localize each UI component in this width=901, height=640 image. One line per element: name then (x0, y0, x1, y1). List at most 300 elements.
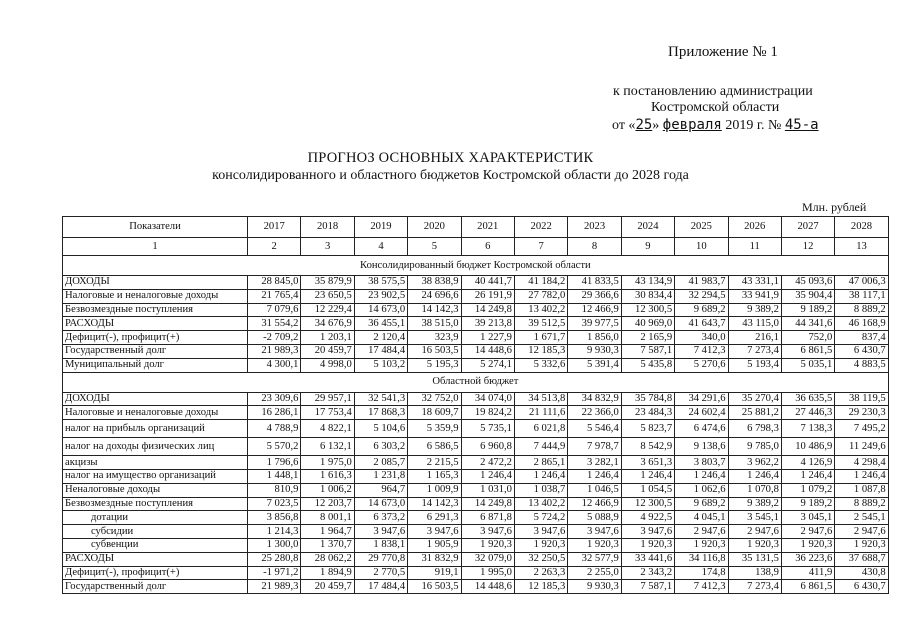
value-cell: 1 214,3 (248, 525, 301, 539)
value-cell: 38 515,0 (408, 317, 461, 331)
value-cell: 340,0 (675, 331, 728, 345)
value-cell: 1 246,4 (621, 469, 674, 483)
value-cell: 7 412,3 (675, 344, 728, 358)
column-number: 4 (354, 238, 407, 256)
value-cell: 4 822,1 (301, 420, 354, 438)
row-label: налог на прибыль организаций (63, 420, 248, 438)
column-number: 1 (63, 238, 248, 256)
value-cell: 2 343,2 (621, 566, 674, 580)
value-cell: 2 865,1 (514, 456, 567, 470)
value-cell: 2 085,7 (354, 456, 407, 470)
value-cell: 430,8 (835, 566, 888, 580)
value-cell: 5 088,9 (568, 511, 621, 525)
table-row (63, 276, 889, 290)
value-cell: 41 184,2 (514, 276, 567, 290)
table-row (63, 406, 889, 420)
value-cell: 6 430,7 (835, 580, 888, 594)
column-number: 8 (568, 238, 621, 256)
value-cell: 5 546,4 (568, 420, 621, 438)
value-cell: 5 195,3 (408, 358, 461, 372)
value-cell: 23 650,5 (301, 289, 354, 303)
value-cell: 1 671,7 (514, 331, 567, 345)
value-cell: 3 962,2 (728, 456, 781, 470)
value-cell: 9 389,2 (728, 303, 781, 317)
value-cell: 9 389,2 (728, 497, 781, 511)
value-cell: 34 116,8 (675, 552, 728, 566)
value-cell: 28 062,2 (301, 552, 354, 566)
value-cell: 7 138,3 (781, 420, 834, 438)
value-cell: 411,9 (781, 566, 834, 580)
value-cell: 2 263,3 (514, 566, 567, 580)
value-cell: 6 373,2 (354, 511, 407, 525)
value-cell: 11 249,6 (835, 438, 888, 456)
column-header: 2023 (568, 217, 621, 238)
column-number-row (63, 238, 889, 256)
table-row (63, 456, 889, 470)
table-row (63, 483, 889, 497)
value-cell: 9 785,0 (728, 438, 781, 456)
value-cell: 34 074,0 (461, 392, 514, 406)
value-cell: 1 165,3 (408, 469, 461, 483)
decree-day-close: » (652, 118, 660, 133)
table-row (63, 580, 889, 594)
value-cell: 1 856,0 (568, 331, 621, 345)
value-cell: 46 168,9 (835, 317, 888, 331)
row-label: Государственный долг (63, 580, 248, 594)
value-cell: 41 643,7 (675, 317, 728, 331)
value-cell: 10 486,9 (781, 438, 834, 456)
value-cell: 5 724,2 (514, 511, 567, 525)
table-row (63, 511, 889, 525)
value-cell: 17 484,4 (354, 580, 407, 594)
value-cell: 810,9 (248, 483, 301, 497)
value-cell: 8 542,9 (621, 438, 674, 456)
value-cell: 4 922,5 (621, 511, 674, 525)
value-cell: 1 246,4 (461, 469, 514, 483)
value-cell: 2 255,0 (568, 566, 621, 580)
value-cell: 38 838,9 (408, 276, 461, 290)
value-cell: 1 920,3 (728, 538, 781, 552)
value-cell: 26 191,9 (461, 289, 514, 303)
value-cell: 32 294,5 (675, 289, 728, 303)
value-cell: 18 609,7 (408, 406, 461, 420)
value-cell: 34 676,9 (301, 317, 354, 331)
value-cell: 6 586,5 (408, 438, 461, 456)
value-cell: 12 185,3 (514, 344, 567, 358)
table-row (63, 538, 889, 552)
value-cell: 5 270,6 (675, 358, 728, 372)
value-cell: 1 062,6 (675, 483, 728, 497)
column-header: Показатели (63, 217, 248, 238)
value-cell: 6 303,2 (354, 438, 407, 456)
table-row (63, 497, 889, 511)
column-header: 2020 (408, 217, 461, 238)
value-cell: 5 391,4 (568, 358, 621, 372)
value-cell: 1 246,4 (675, 469, 728, 483)
value-cell: 7 495,2 (835, 420, 888, 438)
value-cell: 5 435,8 (621, 358, 674, 372)
value-cell: 23 309,6 (248, 392, 301, 406)
column-header: 2018 (301, 217, 354, 238)
value-cell: 12 466,9 (568, 497, 621, 511)
decree-year: 2019 г. № (725, 118, 782, 133)
value-cell: 8 889,2 (835, 303, 888, 317)
value-cell: 1 796,6 (248, 456, 301, 470)
value-cell: 12 185,3 (514, 580, 567, 594)
table-row (63, 358, 889, 372)
column-header: 2028 (835, 217, 888, 238)
value-cell: 40 441,7 (461, 276, 514, 290)
value-cell: 38 117,1 (835, 289, 888, 303)
value-cell: 38 575,5 (354, 276, 407, 290)
value-cell: 964,7 (354, 483, 407, 497)
value-cell: 174,8 (675, 566, 728, 580)
value-cell: 35 270,4 (728, 392, 781, 406)
value-cell: 27 782,0 (514, 289, 567, 303)
value-cell: 3 045,1 (781, 511, 834, 525)
value-cell: 3 947,6 (514, 525, 567, 539)
value-cell: 43 115,0 (728, 317, 781, 331)
value-cell: 41 833,5 (568, 276, 621, 290)
row-label: Дефицит(-), профицит(+) (63, 566, 248, 580)
table-row (63, 392, 889, 406)
value-cell: 5 570,2 (248, 438, 301, 456)
value-cell: 16 503,5 (408, 344, 461, 358)
value-cell: 5 823,7 (621, 420, 674, 438)
value-cell: 12 229,4 (301, 303, 354, 317)
value-cell: 1 231,8 (354, 469, 407, 483)
column-number: 11 (728, 238, 781, 256)
column-header: 2024 (621, 217, 674, 238)
value-cell: 17 868,3 (354, 406, 407, 420)
decree-date-number (612, 117, 819, 134)
value-cell: 1 995,0 (461, 566, 514, 580)
value-cell: 19 824,2 (461, 406, 514, 420)
value-cell: 9 930,3 (568, 580, 621, 594)
value-cell: 5 735,1 (461, 420, 514, 438)
value-cell: 3 545,1 (728, 511, 781, 525)
column-header: 2019 (354, 217, 407, 238)
value-cell: 1 246,4 (568, 469, 621, 483)
value-cell: 6 960,8 (461, 438, 514, 456)
value-cell: 29 230,3 (835, 406, 888, 420)
value-cell: 4 298,4 (835, 456, 888, 470)
value-cell: 32 577,9 (568, 552, 621, 566)
value-cell: 3 947,6 (408, 525, 461, 539)
row-label: Налоговые и неналоговые доходы (63, 406, 248, 420)
value-cell: 14 448,6 (461, 344, 514, 358)
value-cell: 6 474,6 (675, 420, 728, 438)
table-row (63, 420, 889, 438)
table-row (63, 289, 889, 303)
value-cell: 1 087,8 (835, 483, 888, 497)
row-label: Неналоговые доходы (63, 483, 248, 497)
value-cell: 323,9 (408, 331, 461, 345)
value-cell: 36 635,5 (781, 392, 834, 406)
value-cell: 3 282,1 (568, 456, 621, 470)
decree-reference-line2: Костромской области (651, 100, 780, 115)
value-cell: 6 291,3 (408, 511, 461, 525)
value-cell: 1 079,2 (781, 483, 834, 497)
value-cell: 14 142,3 (408, 497, 461, 511)
value-cell: 3 651,3 (621, 456, 674, 470)
value-cell: 7 412,3 (675, 580, 728, 594)
table-row (63, 525, 889, 539)
value-cell: 23 902,5 (354, 289, 407, 303)
value-cell: 5 035,1 (781, 358, 834, 372)
row-label: Государственный долг (63, 344, 248, 358)
value-cell: 1 448,1 (248, 469, 301, 483)
value-cell: 752,0 (781, 331, 834, 345)
value-cell: 3 947,6 (354, 525, 407, 539)
row-label: дотации (63, 511, 248, 525)
table-row (63, 344, 889, 358)
value-cell: 28 845,0 (248, 276, 301, 290)
value-cell: 1 920,3 (461, 538, 514, 552)
value-cell: 1 920,3 (568, 538, 621, 552)
value-cell: 16 503,5 (408, 580, 461, 594)
column-number: 10 (675, 238, 728, 256)
value-cell: 34 513,8 (514, 392, 567, 406)
value-cell: 23 484,3 (621, 406, 674, 420)
row-label: ДОХОДЫ (63, 276, 248, 290)
row-label: субвенции (63, 538, 248, 552)
value-cell: 9 189,2 (781, 497, 834, 511)
value-cell: 6 798,3 (728, 420, 781, 438)
value-cell: 47 006,3 (835, 276, 888, 290)
value-cell: 14 673,0 (354, 303, 407, 317)
value-cell: 5 359,9 (408, 420, 461, 438)
value-cell: 25 280,8 (248, 552, 301, 566)
column-header: 2022 (514, 217, 567, 238)
column-number: 7 (514, 238, 567, 256)
value-cell: 32 541,3 (354, 392, 407, 406)
value-cell: 17 753,4 (301, 406, 354, 420)
value-cell: 2 120,4 (354, 331, 407, 345)
value-cell: 35 784,8 (621, 392, 674, 406)
column-header: 2017 (248, 217, 301, 238)
value-cell: 43 134,9 (621, 276, 674, 290)
value-cell: 35 879,9 (301, 276, 354, 290)
decree-from: от « (612, 118, 636, 133)
value-cell: 7 978,7 (568, 438, 621, 456)
row-label: налог на имущество организаций (63, 469, 248, 483)
table-row (63, 469, 889, 483)
value-cell: 35 904,4 (781, 289, 834, 303)
value-cell: 7 587,1 (621, 344, 674, 358)
value-cell: 2 215,5 (408, 456, 461, 470)
table-row (63, 552, 889, 566)
section-header-row (63, 372, 889, 392)
column-number: 3 (301, 238, 354, 256)
value-cell: 8 001,1 (301, 511, 354, 525)
value-cell: 32 250,5 (514, 552, 567, 566)
value-cell: 1 246,4 (514, 469, 567, 483)
value-cell: 9 138,6 (675, 438, 728, 456)
row-label: ДОХОДЫ (63, 392, 248, 406)
value-cell: 32 752,0 (408, 392, 461, 406)
column-header: 2021 (461, 217, 514, 238)
decree-number: 45-а (784, 117, 819, 133)
value-cell: 6 430,7 (835, 344, 888, 358)
value-cell: 1 006,2 (301, 483, 354, 497)
value-cell: 25 881,2 (728, 406, 781, 420)
row-label: РАСХОДЫ (63, 317, 248, 331)
value-cell: 39 977,5 (568, 317, 621, 331)
column-number: 6 (461, 238, 514, 256)
value-cell: 1 920,3 (514, 538, 567, 552)
section-title: Областной бюджет (63, 372, 889, 392)
value-cell: 9 930,3 (568, 344, 621, 358)
value-cell: 5 193,4 (728, 358, 781, 372)
column-header: 2025 (675, 217, 728, 238)
row-label: акцизы (63, 456, 248, 470)
value-cell: 7 273,4 (728, 344, 781, 358)
value-cell: 6 861,5 (781, 344, 834, 358)
value-cell: 4 045,1 (675, 511, 728, 525)
value-cell: 1 009,9 (408, 483, 461, 497)
row-label: Дефицит(-), профицит(+) (63, 331, 248, 345)
value-cell: 13 402,2 (514, 497, 567, 511)
value-cell: 3 947,6 (621, 525, 674, 539)
value-cell: 33 441,6 (621, 552, 674, 566)
unit-label: Млн. рублей (802, 200, 867, 214)
value-cell: 9 189,2 (781, 303, 834, 317)
value-cell: 21 989,3 (248, 344, 301, 358)
row-label: Безвозмездные поступления (63, 497, 248, 511)
value-cell: 12 203,7 (301, 497, 354, 511)
value-cell: 1 203,1 (301, 331, 354, 345)
decree-reference-line1: к постановлению администрации (613, 84, 813, 99)
value-cell: 138,9 (728, 566, 781, 580)
value-cell: 4 998,0 (301, 358, 354, 372)
section-title: Консолидированный бюджет Костромской области (63, 256, 889, 276)
value-cell: 7 444,9 (514, 438, 567, 456)
value-cell: 9 689,2 (675, 303, 728, 317)
value-cell: 33 941,9 (728, 289, 781, 303)
value-cell: 4 300,1 (248, 358, 301, 372)
value-cell: 5 104,6 (354, 420, 407, 438)
column-number: 5 (408, 238, 461, 256)
value-cell: 36 455,1 (354, 317, 407, 331)
value-cell: 1 246,4 (781, 469, 834, 483)
value-cell: 1 920,3 (675, 538, 728, 552)
value-cell: 2 947,6 (835, 525, 888, 539)
value-cell: 7 023,5 (248, 497, 301, 511)
value-cell: 34 291,6 (675, 392, 728, 406)
value-cell: 27 446,3 (781, 406, 834, 420)
value-cell: 39 512,5 (514, 317, 567, 331)
document-subtitle: консолидированного и областного бюджетов Костромской области до 2028 года (212, 168, 689, 183)
value-cell: 837,4 (835, 331, 888, 345)
decree-day: 25 (635, 117, 653, 133)
value-cell: 20 459,7 (301, 344, 354, 358)
value-cell: 1 370,7 (301, 538, 354, 552)
value-cell: 41 983,7 (675, 276, 728, 290)
value-cell: 2 165,9 (621, 331, 674, 345)
column-header: 2026 (728, 217, 781, 238)
value-cell: 16 286,1 (248, 406, 301, 420)
row-label: Налоговые и неналоговые доходы (63, 289, 248, 303)
value-cell: 1 046,5 (568, 483, 621, 497)
value-cell: 4 126,9 (781, 456, 834, 470)
decree-month: февраля (662, 117, 722, 133)
value-cell: 3 947,6 (568, 525, 621, 539)
value-cell: 1 054,5 (621, 483, 674, 497)
value-cell: 1 838,1 (354, 538, 407, 552)
column-number: 9 (621, 238, 674, 256)
value-cell: 5 103,2 (354, 358, 407, 372)
value-cell: 2 947,6 (675, 525, 728, 539)
value-cell: 14 142,3 (408, 303, 461, 317)
row-label: Муниципальный долг (63, 358, 248, 372)
value-cell: 9 689,2 (675, 497, 728, 511)
table-row (63, 438, 889, 456)
value-cell: 216,1 (728, 331, 781, 345)
value-cell: 1 246,4 (835, 469, 888, 483)
value-cell: 37 688,7 (835, 552, 888, 566)
value-cell: 1 920,3 (621, 538, 674, 552)
value-cell: 21 989,3 (248, 580, 301, 594)
value-cell: -1 971,2 (248, 566, 301, 580)
value-cell: 34 832,9 (568, 392, 621, 406)
value-cell: 20 459,7 (301, 580, 354, 594)
value-cell: 29 366,6 (568, 289, 621, 303)
value-cell: 12 300,5 (621, 497, 674, 511)
value-cell: 32 079,0 (461, 552, 514, 566)
value-cell: 8 889,2 (835, 497, 888, 511)
value-cell: 12 466,9 (568, 303, 621, 317)
appendix-number: Приложение № 1 (668, 44, 778, 60)
header-row (63, 217, 889, 238)
value-cell: 22 366,0 (568, 406, 621, 420)
table-row (63, 303, 889, 317)
value-cell: 38 119,5 (835, 392, 888, 406)
forecast-table (62, 216, 889, 594)
value-cell: 21 765,4 (248, 289, 301, 303)
value-cell: 3 947,6 (461, 525, 514, 539)
value-cell: 24 696,6 (408, 289, 461, 303)
value-cell: 2 947,6 (781, 525, 834, 539)
value-cell: 13 402,2 (514, 303, 567, 317)
value-cell: 21 111,6 (514, 406, 567, 420)
value-cell: 29 770,8 (354, 552, 407, 566)
column-header: 2027 (781, 217, 834, 238)
value-cell: 14 249,8 (461, 497, 514, 511)
value-cell: 7 273,4 (728, 580, 781, 594)
value-cell: 2 472,2 (461, 456, 514, 470)
value-cell: 44 341,6 (781, 317, 834, 331)
value-cell: 14 249,8 (461, 303, 514, 317)
value-cell: 6 861,5 (781, 580, 834, 594)
value-cell: 35 131,5 (728, 552, 781, 566)
value-cell: 45 093,6 (781, 276, 834, 290)
value-cell: 7 079,6 (248, 303, 301, 317)
value-cell: 1 920,3 (781, 538, 834, 552)
value-cell: 39 213,8 (461, 317, 514, 331)
value-cell: 5 274,1 (461, 358, 514, 372)
value-cell: 919,1 (408, 566, 461, 580)
value-cell: 1 975,0 (301, 456, 354, 470)
table-row (63, 331, 889, 345)
value-cell: 24 602,4 (675, 406, 728, 420)
table-row (63, 317, 889, 331)
value-cell: 2 770,5 (354, 566, 407, 580)
column-number: 13 (835, 238, 888, 256)
value-cell: 7 587,1 (621, 580, 674, 594)
value-cell: 12 300,5 (621, 303, 674, 317)
value-cell: 1 300,0 (248, 538, 301, 552)
